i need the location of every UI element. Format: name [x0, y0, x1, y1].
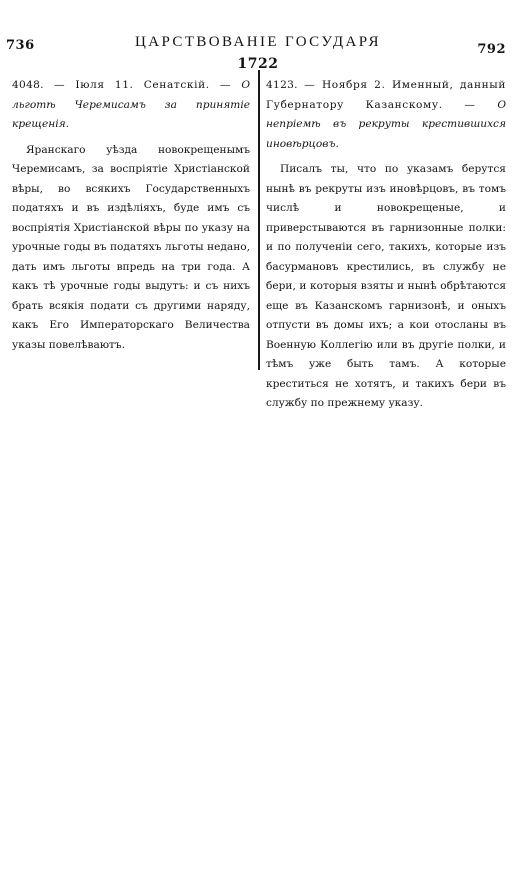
page-number-right: 792 — [477, 42, 506, 57]
entry-number: 4048. — [12, 79, 44, 91]
entry-date-type: — Ноября 2. Именный, данный Губернатору Казанскому. — — [266, 79, 506, 111]
entry-title: О непріемѣ въ рекруты крестившихся иновѣрцовъ. — [266, 98, 506, 150]
entry-heading — [266, 76, 506, 154]
entry-number: 4123. — [266, 79, 298, 91]
entry-date-type: — Іюля 11. Сенатскій. — — [43, 79, 242, 91]
left-column — [12, 76, 250, 355]
right-column — [266, 76, 506, 414]
running-title: ЦАРСТВОВАНІЕ ГОСУДАРЯ — [135, 34, 381, 50]
entry-body: Писалъ ты, что по указамъ берутся нынѣ въ рекруты изъ иновѣрцовъ, въ томъ числѣ и новокрещеные, и приверстываются въ гарнизонные полки: и по полученіи сего, такихъ, которые изъ басурмановъ крестились, въ службу не бери, и которыя взяты и нынѣ обрѣтаются еще въ Казанскомъ гарнизонѣ, и оныхъ отпусти въ домы ихъ; а кои отосланы въ Военную Коллегію или въ другіе полки, и тѣмъ уже быть тамъ. А которые креститься не хотятъ, и такихъ бери въ службу по прежнему указу. — [266, 163, 506, 409]
entry-heading — [12, 76, 250, 135]
entry-body: Яранскаго уѣзда новокрещенымъ Черемисамъ, за воспріятіе Христіанской вѣры, во всякихъ Государственныхъ податяхъ и въ издѣліяхъ, буде имъ съ воспріятія Христіанской вѣры по указу на урочные годы въ податяхъ льготы недано, дать имъ льготы впредь на три года. А какъ тѣ урочные годы выдутъ: и съ нихъ брать всякія подати съ другими наряду, какъ Его Императорскаго Величества указы повелѣваютъ. — [12, 143, 250, 351]
entry-title: О льготѣ Черемисамъ за принятіе крещенія. — [12, 79, 250, 130]
page-number-left: 736 — [6, 38, 35, 53]
column-divider — [258, 70, 260, 370]
year-heading: 1722 — [237, 56, 279, 72]
